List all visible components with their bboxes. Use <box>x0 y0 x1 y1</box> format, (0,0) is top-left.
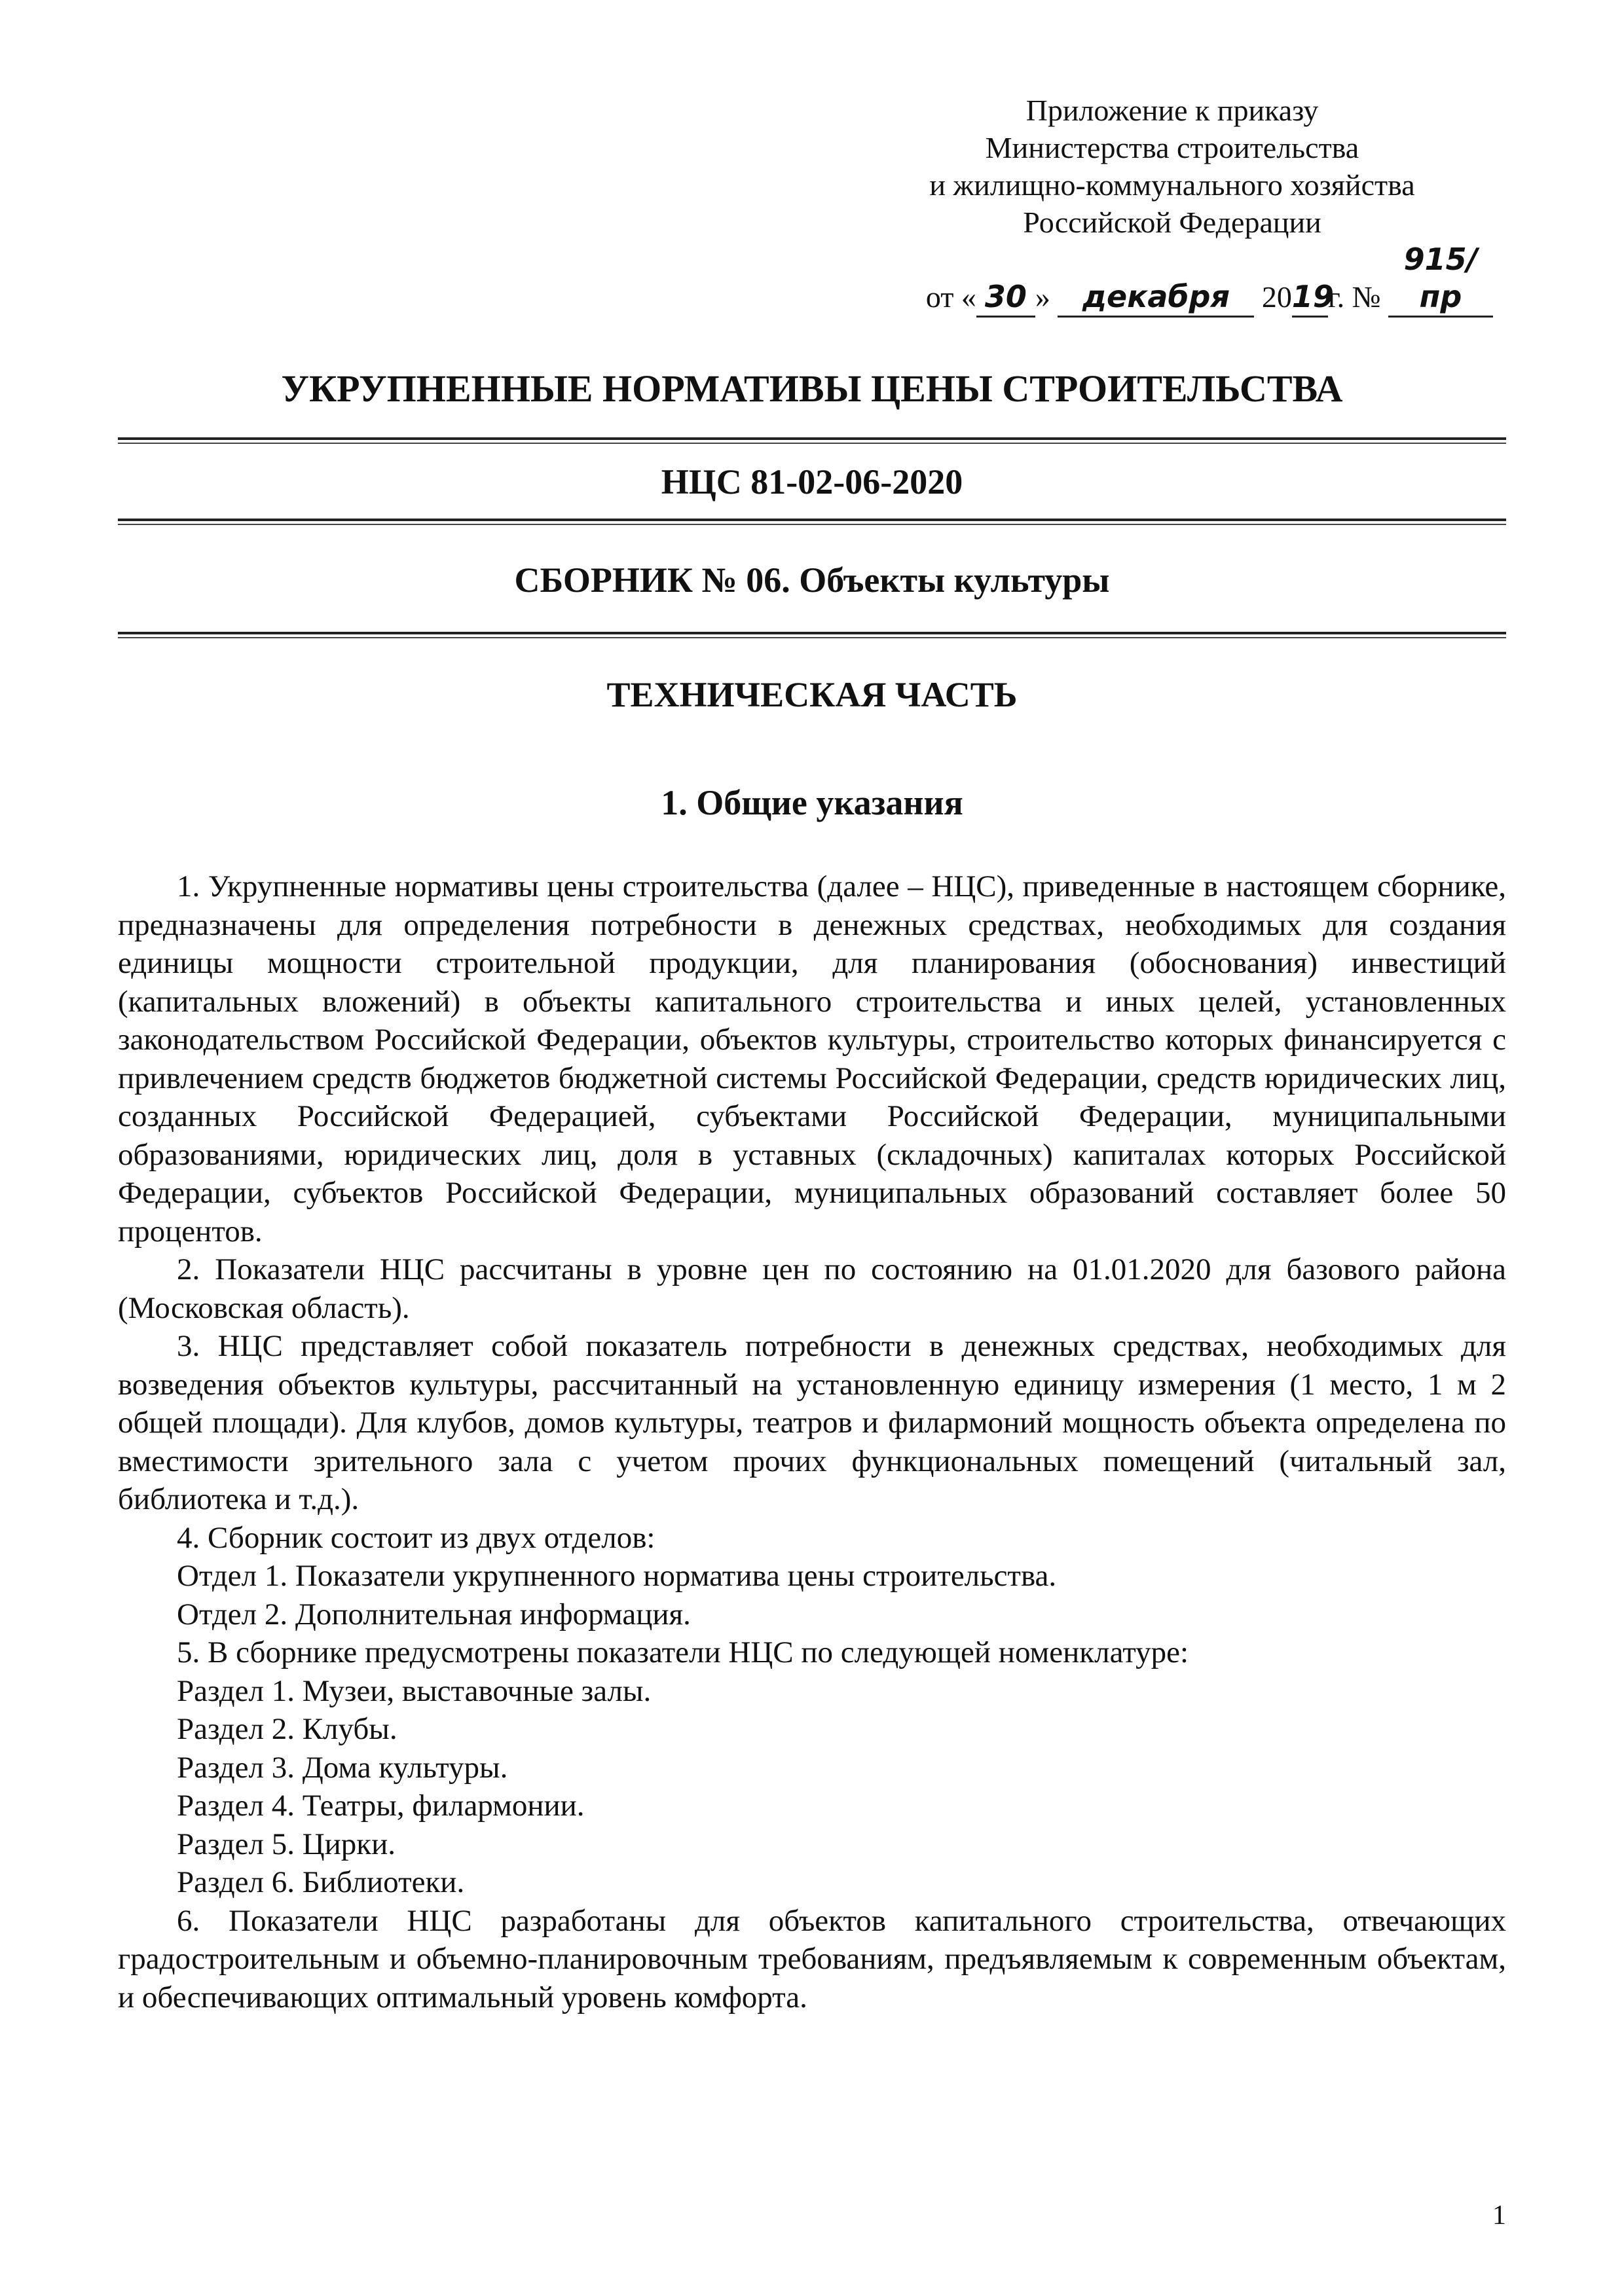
divider <box>118 632 1506 634</box>
divider <box>118 437 1506 440</box>
collection-title: СБОРНИК № 06. Объекты культуры <box>514 560 1110 600</box>
list-item: Раздел 4. Театры, филармонии. <box>177 1789 585 1823</box>
section-title: 1. Общие указания <box>661 783 963 822</box>
paragraph: 5. В сборнике предусмотрены показатели НЦС по следующей номенклатуре: <box>177 1635 1189 1669</box>
divider <box>118 524 1506 525</box>
date-day-suffix: » <box>1035 280 1050 314</box>
list-item: Отдел 1. Показатели укрупненного норматива цены строительства. <box>177 1559 1057 1593</box>
list-item: Раздел 1. Музеи, выставочные залы. <box>177 1673 652 1708</box>
list-item: Раздел 6. Библиотеки. <box>177 1865 465 1899</box>
approval-block <box>838 92 1506 318</box>
handwritten-month: декабря <box>1058 278 1254 318</box>
page-number: 1 <box>1492 2200 1506 2231</box>
list-item: Раздел 5. Цирки. <box>177 1827 396 1861</box>
approval-line-2: Министерства строительства <box>985 131 1359 164</box>
approval-date-line <box>838 241 1506 318</box>
paragraph: 3. НЦС представляет собой показатель потребности в денежных средствах, необходимых для возведения объектов культуры, рассчитанный на установленную единицу измерения (1 место, 1 м 2 общей площади). Для клубов, домов культуры, театров и филармоний мощность объекта определена по вместимости зрительного зала с учетом прочих функциональных помещений (читальный зал, библиотека и т.д.). <box>118 1329 1506 1516</box>
handwritten-order-number: 915/пр <box>1388 241 1493 318</box>
part-title: ТЕХНИЧЕСКАЯ ЧАСТЬ <box>606 675 1018 714</box>
list-item: Раздел 3. Дома культуры. <box>177 1750 508 1785</box>
code-title: НЦС 81-02-06-2020 <box>661 462 963 501</box>
main-title: УКРУПНЕННЫЕ НОРМАТИВЫ ЦЕНЫ СТРОИТЕЛЬСТВА <box>281 367 1343 410</box>
approval-line-4: Российской Федерации <box>1023 206 1321 239</box>
handwritten-year: 19 <box>1292 278 1328 318</box>
divider <box>118 519 1506 521</box>
list-item: Отдел 2. Дополнительная информация. <box>177 1597 691 1631</box>
approval-line-1: Приложение к приказу <box>1025 94 1319 127</box>
date-prefix: от « <box>925 280 976 314</box>
paragraph: 6. Показатели НЦС разработаны для объектов капитального строительства, отвечающих градостроительным и объемно-планировочным требованиям, предъявляемым к современным объектам, и обеспечивающих оптимальный уровень комфорта. <box>118 1903 1506 2014</box>
divider <box>118 443 1506 444</box>
paragraph: 4. Сборник состоит из двух отделов: <box>177 1520 655 1555</box>
body-text <box>118 867 1506 2016</box>
approval-line-3: и жилищно-коммунального хозяйства <box>929 168 1415 202</box>
list-item: Раздел 2. Клубы. <box>177 1712 397 1746</box>
divider <box>118 637 1506 638</box>
handwritten-day: 30 <box>976 278 1035 318</box>
paragraph: 1. Укрупненные нормативы цены строительства (далее – НЦС), приведенные в настоящем сборнике, предназначены для определения потребности в денежных средствах, необходимых для создания единицы мощности строительной продукции, для планирования (обоснования) инвестиций (капитальных вложений) в объекты капитального строительства и иных целей, установленных законодательством Российской Федерации, объектов культуры, строительство которых финансируется с привлечением средств бюджетов бюджетной системы Российской Федерации, средств юридических лиц, созданных Российской Федерацией, субъектами Российской Федерации, муниципальными образованиями, юридических лиц, доля в уставных (складочных) капиталах которых Российской Федерации, субъектов Российской Федерации, муниципальных образований составляет более 50 процентов. <box>118 869 1506 1248</box>
year-prefix: 20 <box>1261 280 1292 314</box>
paragraph: 2. Показатели НЦС рассчитаны в уровне цен по состоянию на 01.01.2020 для базового района (Московская область). <box>118 1252 1506 1325</box>
year-label: г. № <box>1327 280 1381 314</box>
